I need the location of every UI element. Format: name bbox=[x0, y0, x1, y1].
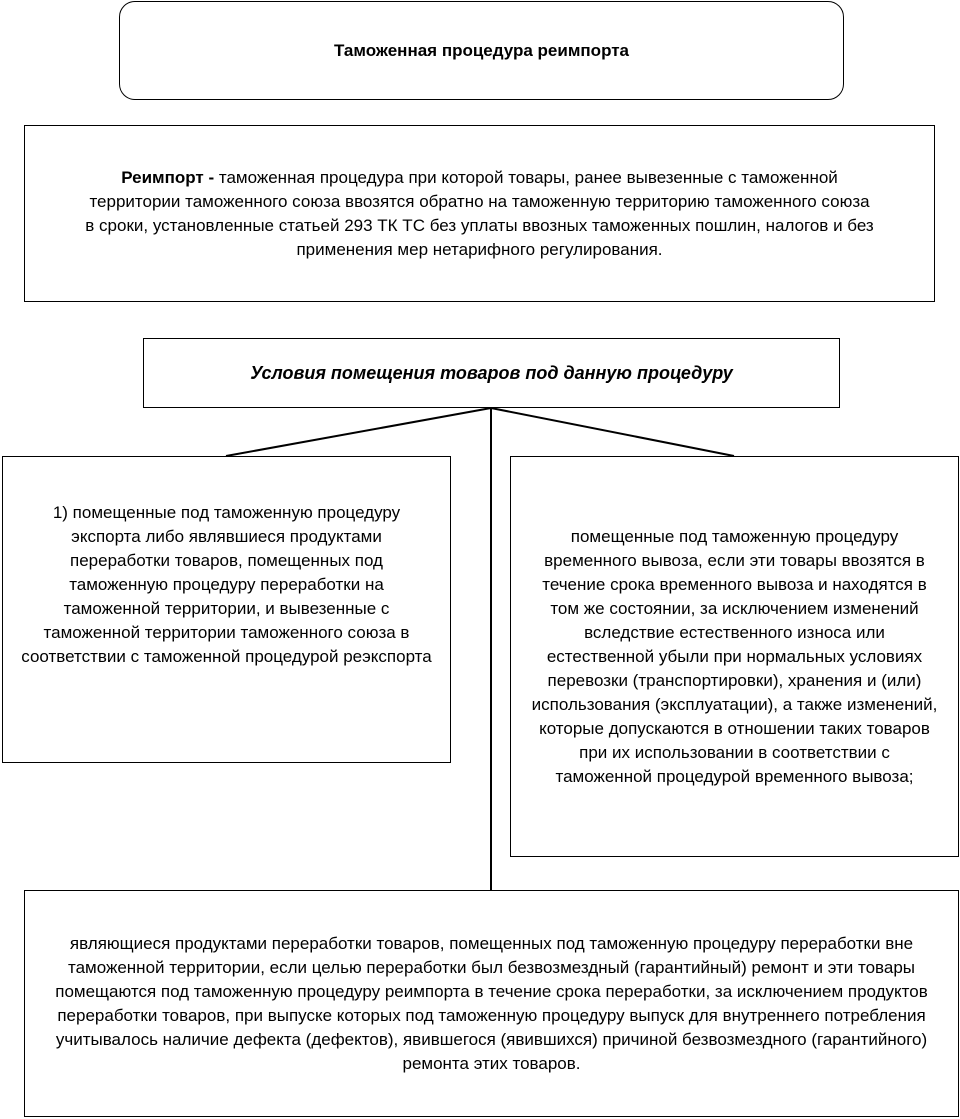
conditions-box bbox=[143, 338, 840, 408]
condition-1-text: 1) помещенные под таможенную процедуру экспорта либо являвшиеся продуктами переработки товаров, помещенных под таможенную процедуру переработки на таможенной территории, и вывезенные с таможенной территории таможенного союза в соответствии с таможенной процедурой реэкспорта bbox=[21, 502, 432, 666]
definition-term: Реимпорт - bbox=[121, 167, 215, 187]
condition-2-box bbox=[510, 456, 959, 857]
definition-box bbox=[24, 125, 935, 302]
diagram-title: Таможенная процедура реимпорта bbox=[333, 40, 630, 60]
conditions-title: Условия помещения товаров под данную процедуру bbox=[250, 363, 733, 383]
connector-left bbox=[226, 408, 491, 456]
title-box bbox=[119, 1, 844, 100]
definition-body: таможенная процедура при которой товары, ранее вывезенные с таможенной территории таможенного союза ввозятся обратно на таможенную территорию таможенного союза в сроки, установленные статьей 293 ТК ТС без уплаты ввозных таможенных пошлин, налогов и без применения мер нетарифного регулирования. bbox=[85, 167, 874, 259]
condition-2-text: помещенные под таможенную процедуру временного вывоза, если эти товары ввозятся в течение срока временного вывоза и находятся в том же состоянии, за исключением изменений вследствие естественного износа или естественной убыли при нормальных условиях перевозки (транспортировки), хранения и (или) использования (эксплуатации), а также изменений, которые допускаются в отношении таких товаров при их использовании в соответствии с таможенной процедурой временного вывоза; bbox=[531, 526, 938, 786]
condition-3-text: являющиеся продуктами переработки товаров, помещенных под таможенную процедуру переработки вне таможенной территории, если целью переработки был безвозмездный (гарантийный) ремонт и эти товары помещаются под таможенную процедуру реимпорта в течение срока переработки, за исключением продуктов переработки товаров, при выпуске которых под таможенную процедуру выпуск для внутреннего потребления учитывалось наличие дефекта (дефектов), явившегося (явившихся) причиной безвозмездного (гарантийного) ремонта этих товаров. bbox=[55, 933, 928, 1073]
condition-1-box bbox=[2, 456, 451, 763]
condition-3-box bbox=[24, 890, 959, 1117]
definition-text bbox=[85, 166, 874, 262]
connector-right bbox=[491, 408, 734, 456]
